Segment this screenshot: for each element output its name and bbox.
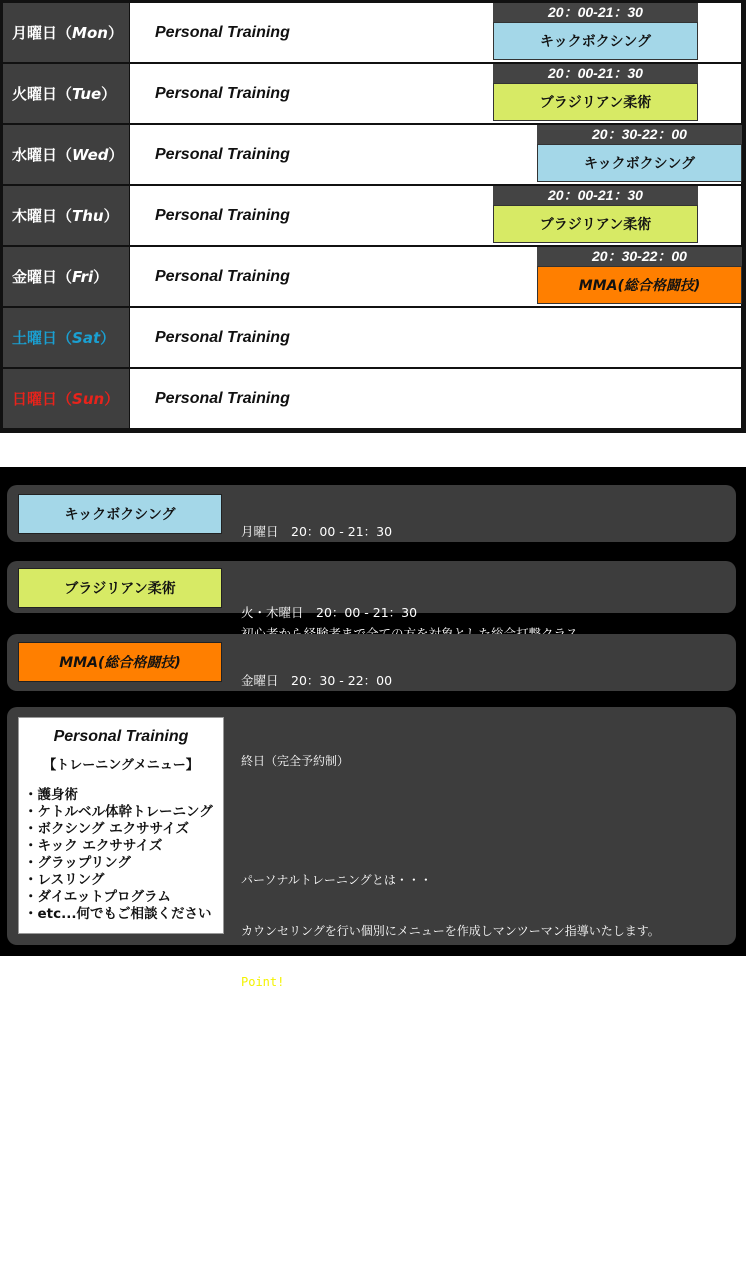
schedule-row (3, 3, 741, 62)
point-label: Point! (241, 975, 285, 989)
class-block (493, 186, 698, 245)
class-name: MMA(総合格闘技) (537, 266, 742, 304)
schedule-row (3, 247, 741, 306)
training-menu-title: Personal Training (53, 728, 189, 745)
menu-item: ・キック エクササイズ (24, 838, 163, 854)
day-name-jp: 水曜日（ (12, 146, 73, 164)
personal-training-label: Personal Training (155, 84, 290, 102)
kickboxing-badge: キックボクシング (18, 494, 222, 534)
day-bracket: ） (100, 329, 116, 347)
day-name-jp: 土曜日（ (12, 329, 73, 347)
class-time: 20：30-22：00 (537, 125, 742, 144)
training-menu-subtitle: 【トレーニングメニュー】 (43, 758, 199, 773)
class-block (493, 3, 698, 62)
day-name-en: Mon (72, 23, 108, 42)
day-bracket: ） (101, 85, 117, 103)
point-item: ■組み合わせは自由,格闘技のエッセンスを加えればストレス発散にもなります (241, 1230, 664, 1244)
schedule-row (3, 186, 741, 245)
class-name: ブラジリアン柔術 (493, 205, 698, 243)
schedule-row (3, 369, 741, 428)
class-time: 20：30-22：00 (537, 247, 742, 266)
menu-item: ・護身術 (24, 787, 78, 803)
training-menu-card (18, 717, 224, 934)
personal-training-label: Personal Training (155, 267, 290, 285)
personal-training-label: Personal Training (155, 328, 290, 346)
kickboxing-info-box (7, 485, 736, 542)
bjj-info-box (7, 561, 736, 620)
class-time: 20：00-21：30 (493, 64, 698, 83)
bjj-badge: ブラジリアン柔術 (18, 568, 222, 608)
point-item: ■貴方の目的に合わせて (241, 1026, 373, 1040)
menu-item: ・etc...何でもご相談ください (24, 906, 212, 922)
personal-training-description (241, 719, 663, 1280)
day-name-en: Sun (72, 389, 105, 408)
personal-intro-line: カウンセリングを行い個別にメニューを作成しマンツーマン指導いたします。 (241, 924, 660, 938)
menu-item: ・グラップリング (24, 855, 131, 871)
day-name-jp: 金曜日（ (12, 268, 73, 286)
personal-training-info-box (7, 707, 736, 1244)
menu-item: ・ダイエットプログラム (24, 889, 171, 905)
day-name-en: Fri (72, 267, 94, 286)
personal-training-label: Personal Training (155, 145, 290, 163)
training-cell (130, 308, 741, 367)
mma-badge: MMA(総合格闘技) (18, 642, 222, 682)
personal-training-label: Personal Training (155, 23, 290, 41)
schedule-row (3, 308, 741, 367)
personal-training-label: Personal Training (155, 206, 290, 224)
day-label (3, 64, 129, 123)
day-label (3, 3, 129, 62)
day-name-jp: 火曜日（ (12, 85, 73, 103)
day-bracket: ） (93, 268, 109, 286)
day-label (3, 186, 129, 245)
menu-item: ・ケトルベル体幹トレーニング (24, 804, 213, 820)
schedule-row (3, 64, 741, 123)
day-bracket: ） (103, 207, 119, 225)
training-menu-list (24, 787, 213, 923)
point-item: ■身体全体バランスよく (241, 1128, 372, 1142)
day-bracket: ） (108, 146, 124, 164)
class-block (537, 125, 742, 184)
training-cell (130, 369, 741, 428)
class-block (537, 247, 742, 306)
day-name-en: Wed (72, 145, 109, 164)
day-label (3, 308, 129, 367)
weekly-schedule-table (0, 0, 746, 433)
class-name: キックボクシング (537, 144, 742, 182)
bjj-line: 火・木曜日 20：00 - 21：30 (241, 605, 418, 620)
day-label (3, 369, 129, 428)
day-bracket: ） (107, 24, 123, 42)
day-name-en: Thu (72, 206, 104, 225)
day-name-en: Tue (72, 84, 102, 103)
kickboxing-line: 月曜日 20：00 - 21：30 (241, 524, 393, 539)
class-time: 20：00-21：30 (493, 3, 698, 22)
day-label (3, 247, 129, 306)
point-item: ■貴方にあったトレーニング方法で (241, 1077, 432, 1091)
mma-info-box (7, 634, 736, 691)
day-name-en: Sat (72, 328, 101, 347)
class-time: 20：00-21：30 (493, 186, 698, 205)
class-name: ブラジリアン柔術 (493, 83, 698, 121)
personal-hours: 終日（完全予約制） (241, 754, 350, 768)
menu-item: ・レスリング (24, 872, 105, 888)
day-bracket: ） (104, 390, 120, 408)
day-label (3, 125, 129, 184)
day-name-jp: 日曜日（ (12, 390, 73, 408)
day-name-jp: 月曜日（ (12, 24, 73, 42)
mma-line: 金曜日 20：30 - 22：00 (241, 673, 393, 688)
class-description-panel (0, 467, 746, 1244)
class-block (493, 64, 698, 123)
point-item: ■継続して続ける事で結果を出します (241, 1179, 445, 1193)
schedule-row (3, 125, 741, 184)
personal-training-label: Personal Training (155, 389, 290, 407)
class-name: キックボクシング (493, 22, 698, 60)
day-name-jp: 木曜日（ (12, 207, 73, 225)
personal-intro-line: パーソナルトレーニングとは・・・ (241, 873, 432, 887)
menu-item: ・ボクシング エクササイズ (24, 821, 190, 837)
